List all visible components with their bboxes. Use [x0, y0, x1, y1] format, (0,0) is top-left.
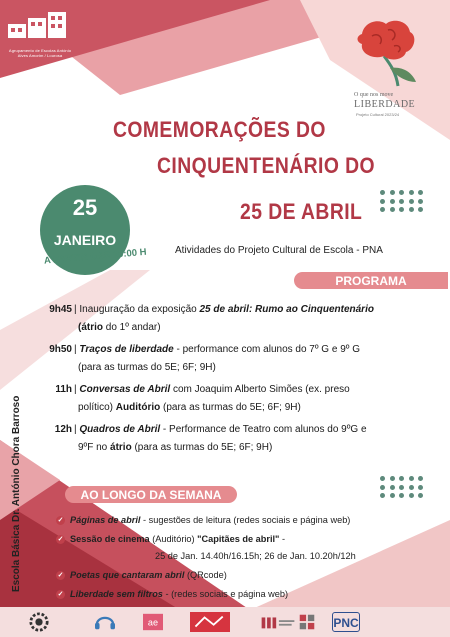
dot-grid-top: [380, 190, 424, 212]
liberdade-project: Projeto Cultural 2023/24: [356, 112, 400, 117]
liberdade-tagline: O que nos move: [354, 92, 394, 98]
entry-time: 9h45: [49, 304, 72, 315]
school-logo-icon: [6, 6, 74, 48]
school-name-vertical: Escola Básica Dr. António Chora Barroso: [11, 395, 22, 592]
entry-line: | Traços de liberdade - performance com alunos do 7º G e 9º G: [74, 344, 360, 355]
ae-logo-icon: [140, 612, 166, 632]
entry-line: | Conversas de Abril com Joaquim Alberto Simões (ex. preso: [74, 384, 350, 395]
week-heading: AO LONGO DA SEMANA: [65, 486, 237, 503]
gear-logo-icon: [28, 612, 50, 632]
check-icon: ✓: [57, 572, 64, 579]
entry-time: 12h: [54, 424, 72, 435]
title-line-2: CINQUENTENÁRIO DO: [157, 153, 376, 178]
program-heading: PROGRAMA: [294, 272, 448, 289]
entry-time: 11h: [55, 384, 72, 395]
check-icon: ✓: [57, 591, 64, 598]
activities-caption: Atividades do Projeto Cultural de Escola - PNA: [175, 245, 383, 256]
pnc-logo: PNC: [332, 612, 360, 632]
week-item: Liberdade sem filtros - (redes sociais e página web): [70, 589, 289, 599]
liberdade-logo: [350, 16, 440, 126]
entry-line: | Quadros de Abril - Performance de Teatro com alunos do 9ºG e: [74, 424, 367, 435]
entry-line: (para as turmas do 5E; 6F; 9H): [78, 362, 216, 373]
program-schedule: [0, 300, 450, 480]
date-time: A PARTIR DAS 10:00 H: [43, 246, 148, 267]
school-logo-caption: Agrupamento de Escolas António Alves Amorim / Lourosa: [8, 48, 72, 58]
grid-logo-icon: [296, 612, 318, 632]
check-icon: ✓: [57, 517, 64, 524]
school-logo: [6, 6, 74, 66]
red-block-logo-icon: [188, 612, 232, 632]
headset-logo-icon: [92, 612, 118, 632]
bib-logo-icon: [258, 612, 298, 632]
entry-line: | Inauguração da exposição 25 de abril: Rumo ao Cinquentenário: [74, 304, 374, 315]
title-line-1: COMEMORAÇÕES DO: [113, 117, 326, 142]
svg-text:ae: ae: [147, 617, 159, 628]
entry-line: (átrio do 1º andar): [78, 322, 161, 333]
carnation-icon: [350, 16, 430, 94]
entry-time: 9h50: [49, 344, 72, 355]
title-line-3: 25 DE ABRIL: [240, 199, 363, 224]
liberdade-word: LIBERDADE: [354, 99, 416, 110]
check-icon: ✓: [57, 536, 64, 543]
date-day: 25: [72, 195, 98, 220]
date-month: JANEIRO: [53, 232, 117, 248]
week-item-dates: 25 de Jan. 14.40h/16.15h; 26 de Jan. 10.20h/12h: [155, 551, 356, 561]
entry-line: político) Auditório (para as turmas do 5E; 6F; 9H): [78, 402, 301, 413]
entry-line: 9ºF no átrio (para as turmas do 5E; 6F; 9H): [78, 442, 273, 453]
week-item: Poetas que cantaram abril (QRcode): [70, 570, 227, 580]
week-item: Sessão de cinema (Auditório) "Capitães de abril" -: [70, 534, 286, 544]
week-item: Páginas de abril - sugestões de leitura (redes sociais e página web): [70, 515, 351, 525]
